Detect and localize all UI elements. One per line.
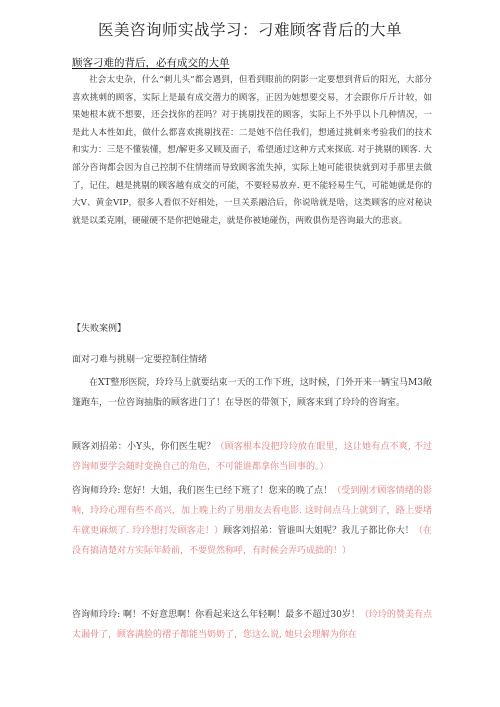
dialog-1-speaker: 顾客刘招弟：小Y头，你们医生呢？ [72, 442, 216, 452]
dialog-1-note: （顾客根本没把玲玲放在眼里，这让她有点不爽, 不过咨询师要学会随时变换自己的角色，不可能谁都拿你当回事的。） [72, 442, 432, 472]
page-title: 医美咨询师实战学习：刁难顾客背后的大单 [97, 21, 402, 39]
intro-paragraph: 社会太史杂，什么“刺儿头”都会遇到，但看到眼前的阴影一定要想到背后的阳光，大部分喜欢挑刺的顾客，实际上是最有成交潜力的顾客，正因为她想要交易，才会跟你斤斤计较，如果她根本就不想要，还会找你的茬吗？对于挑剔找茬的顾客，实际上不外乎以卜几种情况，一是此人本性如此，做什么都喜欢挑剔找茬：二是她不信任我们，想通过挑刺来考验我们的技术和实力：三是不懂装懂，想/解更多又顾及面子，希望通过这种方式来探底. 对于挑剔的顾客. 大部分咨询都会因为自己控制不住情绪而导致顾客流失掉，实际上她可能很快就到对手那里去做了，记住，越是挑剔的顾客越有成交的可能，不要轻易放弃. 更不能轻易生气，可能她就是你的大V、黄金VIP，很多人看似不好相处，一旦关系融洽后，你说啥就是啥，这类顾客的应对秘诀就是以柔克刚，硬碰硬不是你把她碰走，就是你被她碰伤，两败俱伤是咨询最大的悲哀。 [72, 75, 432, 226]
dialog-2 [72, 481, 432, 561]
dialog-2-tail: 顾客刘招弟：管谁叫大姐呢？我儿子都比你大！ [223, 526, 414, 536]
dialog-3-note: （玲玲的赞美有点太漏骨了，顾客满脸的褶子都能当奶奶了，您这么说, 她只会理解为你在 [72, 610, 432, 640]
dialog-2-note: （受到刚才顾客情绪的影响，玲玲心理有些不高兴，加上晚上约了男朋友去看电影. 这时间点马上就到了，路上要堵车就更麻烦了. 玲玲想打发顾客走！） [72, 486, 432, 536]
case-lead: 面对刁难与挑剔一定要控制住情绪 [72, 355, 208, 365]
dialog-2-note2: （在没有搞清楚对方实际年龄前，不要贸然称呼，有时候会弄巧成拙的！） [72, 526, 432, 556]
dialog-1 [72, 437, 432, 477]
dialog-3 [72, 605, 432, 645]
case-heading: 【失败案例】 [72, 324, 127, 334]
story-paragraph: 在XT整形医院，玲玲马上就要结束一天的工作下班，这时候，门外开来一辆宝马M3敞篷跑车，一位咨询抽脂的顾客进门了！在导医的带领下，顾客来到了玲玲的咨询室。 [72, 378, 432, 408]
dialog-2-speaker: 咨询师玲玲: 您好！大姐，我们医生已经下班了！您来的晚了点！ [72, 486, 333, 496]
dialog-3-speaker: 咨询师玲玲: 啊！不好意思啊！你看起来这么年轻啊！最多不超过30岁！ [72, 610, 360, 620]
section-subtitle: 顾客刁难的背后，必有成交的大单 [72, 57, 230, 69]
